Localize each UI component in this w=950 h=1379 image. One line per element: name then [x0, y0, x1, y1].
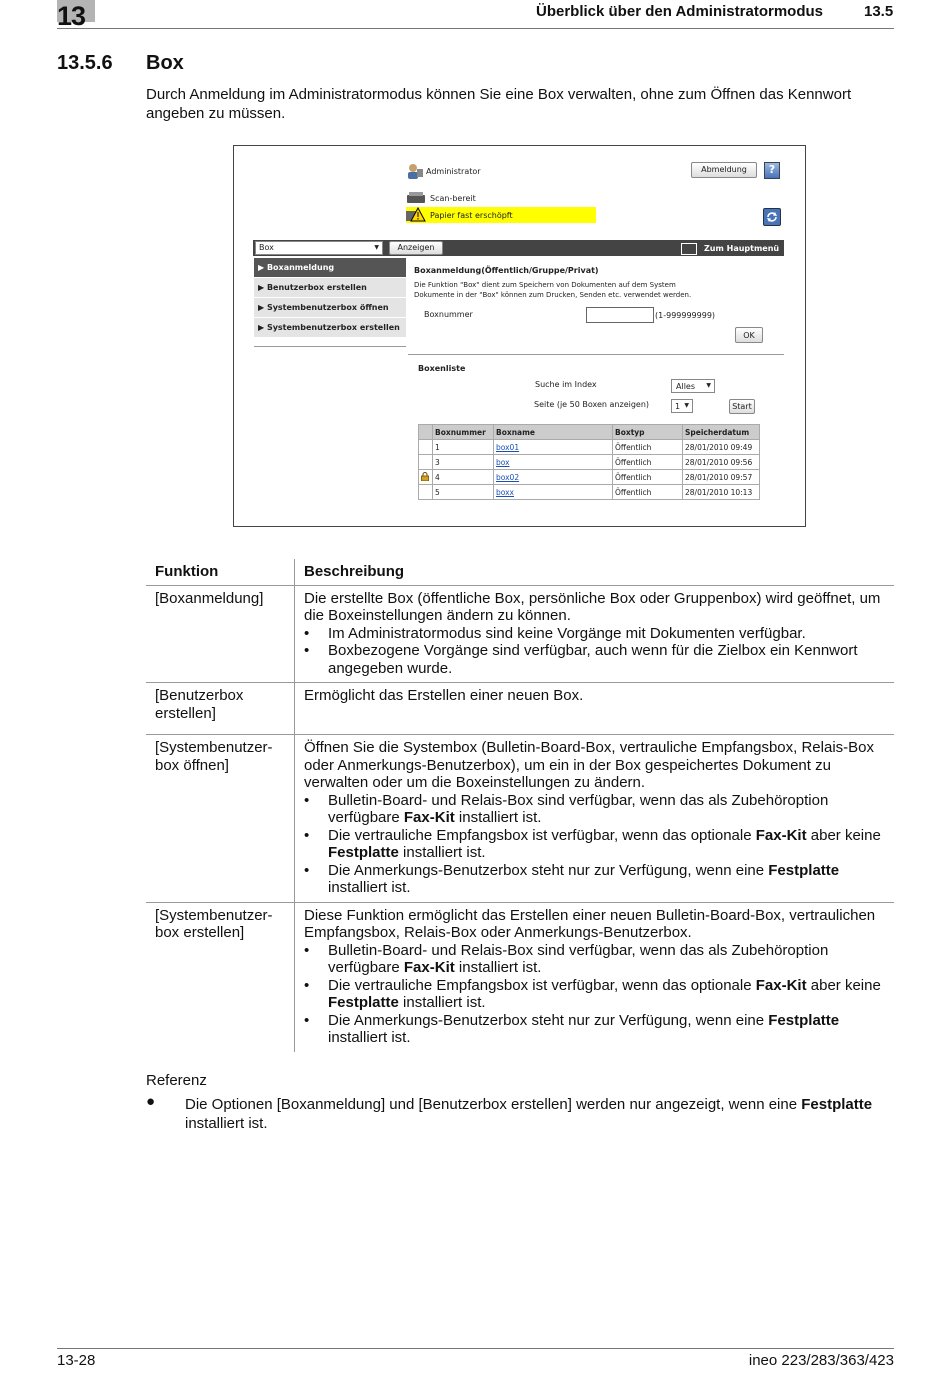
help-icon[interactable]: ? [764, 162, 780, 179]
table-row [146, 683, 894, 735]
box-name-link[interactable]: box01 [494, 440, 613, 455]
footer-divider [57, 1348, 894, 1349]
table-row [146, 735, 894, 903]
intro-paragraph: Durch Anmeldung im Administratormodus können Sie eine Box verwalten, ohne zum Öffnen das Kennwort angeben zu müssen. [146, 86, 852, 122]
col-boxtyp: Boxtyp [613, 425, 683, 440]
table-row[interactable] [419, 470, 760, 485]
box-type: Öffentlich [613, 455, 683, 470]
box-number: 5 [433, 485, 494, 500]
bullet-item: • Die vertrauliche Empfangsbox ist verfügbar, wenn das optionale Fax-Kit aber keine Festplatte installiert ist. [304, 827, 885, 862]
col-speicherdatum: Speicherdatum [683, 425, 760, 440]
description-text: Die erstellte Box (öffentliche Box, persönliche Box oder Gruppenbox) wird geöffnet, um die Boxeinstellungen ändern zu können. [304, 589, 881, 624]
box-list-table-wrap [418, 424, 760, 500]
panel-title: Boxanmeldung(Öffentlich/Gruppe/Privat) [414, 266, 599, 275]
menu-select[interactable] [255, 241, 383, 255]
list-title: Boxenliste [418, 364, 466, 373]
product-name: ineo 223/283/363/423 [748, 1352, 894, 1369]
box-name-link[interactable]: box02 [494, 470, 613, 485]
box-type: Öffentlich [613, 470, 683, 485]
page-select-value: 1 [675, 402, 681, 411]
panel-desc-1: Die Funktion "Box" dient zum Speichern von Dokumenten auf dem System [414, 281, 676, 289]
chevron-down-icon: ▼ [374, 244, 379, 251]
logout-button[interactable]: Abmeldung [691, 162, 757, 178]
reference-bullet: ● [146, 1093, 156, 1110]
section-title: Box [146, 52, 184, 74]
function-description: Ermöglicht das Erstellen einer neuen Box. [295, 683, 895, 735]
chevron-down-icon: ▼ [684, 402, 689, 409]
lock-icon [419, 470, 433, 485]
table-row [146, 902, 894, 1052]
function-description [295, 735, 895, 903]
box-type: Öffentlich [613, 440, 683, 455]
lock-cell [419, 485, 433, 500]
description-text: Diese Funktion ermöglicht das Erstellen einer neuen Bulletin-Board-Box, vertraulichen Empfangsbox, Relais-Box oder Anmerkungs-Benutzerbox. [304, 906, 876, 941]
function-name: [Systembenutzer-box öffnen] [146, 735, 295, 903]
table-row[interactable] [419, 455, 760, 470]
lock-cell [419, 455, 433, 470]
bullet-item: • Die vertrauliche Empfangsbox ist verfügbar, wenn das optionale Fax-Kit aber keine Festplatte installiert ist. [304, 977, 885, 1012]
nav-systembenutzerbox-erstellen[interactable]: ▶ Systembenutzerbox erstellen [254, 318, 406, 338]
function-table [146, 559, 894, 1052]
warning-icon [406, 207, 426, 224]
bullet-item: • Boxbezogene Vorgänge sind verfügbar, auch wenn für die Zielbox ein Kennwort angegeben wurde. [304, 642, 885, 677]
col-lock [419, 425, 433, 440]
scanner-icon [406, 192, 426, 206]
table-row[interactable] [419, 485, 760, 500]
bullet-item: • Die Anmerkungs-Benutzerbox steht nur zur Verfügung, wenn eine Festplatte installiert ist. [304, 862, 885, 897]
nav-divider [254, 346, 406, 347]
col-boxnummer: Boxnummer [433, 425, 494, 440]
reference-text: Die Optionen [Boxanmeldung] und [Benutzerbox erstellen] werden nur angezeigt, wenn eine Festplatte installiert ist. [185, 1096, 873, 1132]
col-boxname: Boxname [494, 425, 613, 440]
box-type: Öffentlich [613, 485, 683, 500]
start-button[interactable]: Start [729, 399, 755, 414]
admin-label: Administrator [426, 167, 481, 176]
box-name-link[interactable]: boxx [494, 485, 613, 500]
main-menu-link[interactable]: Zum Hauptmenü [704, 244, 780, 253]
page-select[interactable] [671, 399, 693, 413]
nav-benutzerbox-erstellen[interactable]: ▶ Benutzerbox erstellen [254, 278, 406, 298]
chapter-number: 13 [57, 1, 86, 31]
admin-icon [406, 163, 424, 181]
col-beschreibung: Beschreibung [295, 559, 895, 585]
function-name: [Benutzerbox erstellen] [146, 683, 295, 735]
ok-button[interactable]: OK [735, 327, 763, 343]
boxnum-input[interactable] [586, 307, 654, 323]
bullet-item: • Im Administratormodus sind keine Vorgänge mit Dokumenten verfügbar. [304, 625, 885, 643]
menu-select-value: Box [259, 243, 274, 252]
chevron-down-icon: ▼ [706, 382, 711, 389]
reference-label: Referenz [146, 1072, 207, 1089]
refresh-icon[interactable] [763, 208, 781, 226]
search-select[interactable] [671, 379, 715, 393]
box-date: 28/01/2010 09:56 [683, 455, 760, 470]
panel-desc-2: Dokumente in der "Box" können zum Drucken, Senden etc. verwendet werden. [414, 291, 692, 299]
header-divider [57, 28, 894, 29]
status-paper: Papier fast erschöpft [430, 211, 513, 220]
nav-systembenutzerbox-oeffnen[interactable]: ▶ Systembenutzerbox öffnen [254, 298, 406, 318]
box-number: 4 [433, 470, 494, 485]
col-funktion: Funktion [146, 559, 295, 585]
search-select-value: Alles [676, 382, 696, 391]
box-date: 28/01/2010 09:57 [683, 470, 760, 485]
box-list-table [418, 424, 760, 500]
box-number: 3 [433, 455, 494, 470]
table-row [146, 585, 894, 683]
description-text: Öffnen Sie die Systembox (Bulletin-Board-Box, vertrauliche Empfangsbox, Relais-Box oder Anmerkungs-Benutzerbox), um ein in der Box gespeichertes Dokument zu verwalten oder um die Boxeinstellungen zu ändern. [304, 739, 874, 791]
main-menu-icon [681, 243, 697, 255]
header-section: 13.5 [864, 3, 894, 20]
box-number: 1 [433, 440, 494, 455]
table-row[interactable] [419, 440, 760, 455]
page-number: 13-28 [57, 1352, 96, 1369]
bullet-item: • Bulletin-Board- und Relais-Box sind verfügbar, wenn das als Zubehöroption verfügbare Fax-Kit installiert ist. [304, 942, 885, 977]
function-description [295, 585, 895, 683]
status-scan: Scan-bereit [430, 194, 476, 203]
header-title: Überblick über den Administratormodus [536, 3, 823, 20]
page-label: Seite (je 50 Boxen anzeigen) [534, 400, 650, 409]
lock-cell [419, 440, 433, 455]
embedded-screenshot [233, 145, 806, 527]
nav-boxanmeldung[interactable]: ▶ Boxanmeldung [254, 258, 406, 278]
function-name: [Boxanmeldung] [146, 585, 295, 683]
boxnum-label: Boxnummer [424, 310, 473, 319]
box-date: 28/01/2010 10:13 [683, 485, 760, 500]
box-date: 28/01/2010 09:49 [683, 440, 760, 455]
search-label: Suche im Index [535, 380, 597, 389]
boxnum-range: (1-999999999) [655, 311, 716, 320]
bullet-item: • Bulletin-Board- und Relais-Box sind verfügbar, wenn das als Zubehöroption verfügbare Fax-Kit installiert ist. [304, 792, 885, 827]
box-name-link[interactable]: box [494, 455, 613, 470]
bullet-item: • Die Anmerkungs-Benutzerbox steht nur zur Verfügung, wenn eine Festplatte installiert ist. [304, 1012, 885, 1047]
show-button[interactable]: Anzeigen [389, 241, 443, 255]
function-name: [Systembenutzer-box erstellen] [146, 902, 295, 1052]
function-description [295, 902, 895, 1052]
section-number: 13.5.6 [57, 52, 113, 74]
